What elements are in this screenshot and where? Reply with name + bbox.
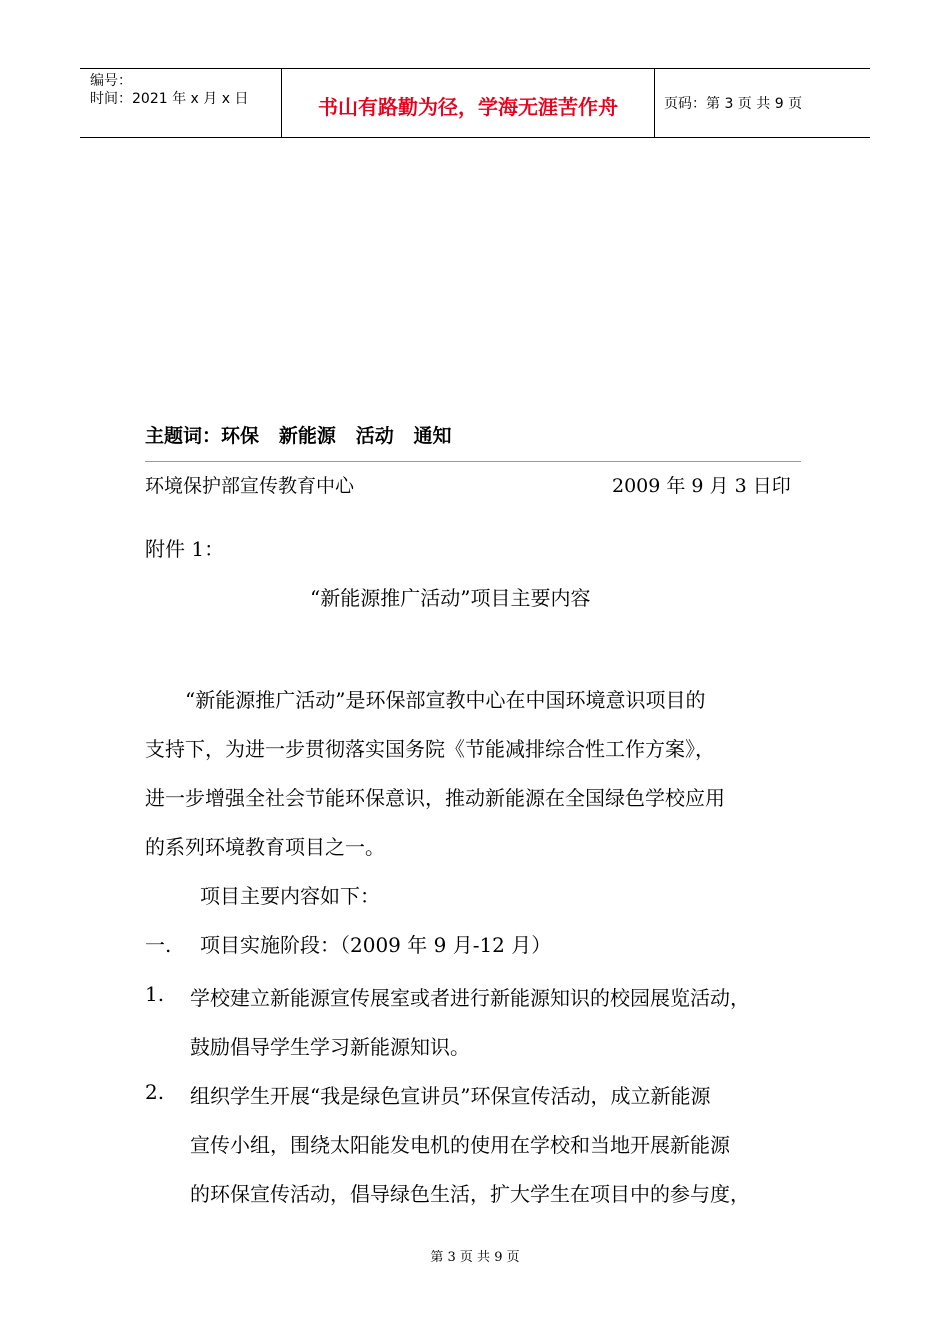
keywords-line: 主题词：环保 新能源 活动 通知 bbox=[145, 425, 452, 447]
item-line: 鼓励倡导学生学习新能源知识。 bbox=[190, 1035, 470, 1059]
time-label: 时间：2021 年 x 月 x 日 bbox=[90, 91, 249, 107]
item-number: 2. bbox=[145, 1080, 165, 1104]
paragraph-line: 的系列环境教育项目之一。 bbox=[145, 835, 385, 859]
paragraph-line: 进一步增强全社会节能环保意识，推动新能源在全国绿色学校应用 bbox=[145, 786, 725, 810]
keywords-divider bbox=[145, 461, 801, 462]
header-left-cell bbox=[80, 69, 280, 137]
item-line: 学校建立新能源宣传展室或者进行新能源知识的校园展览活动， bbox=[190, 986, 750, 1010]
section-title: 项目实施阶段：（2009 年 9 月-12 月） bbox=[200, 933, 552, 957]
item-line: 的环保宣传活动，倡导绿色生活，扩大学生在项目中的参与度， bbox=[190, 1182, 750, 1206]
page-footer: 第 3 页 共 9 页 bbox=[430, 1250, 520, 1265]
motto-text: 书山有路勤为径，学海无涯苦作舟 bbox=[318, 95, 618, 119]
item-line: 组织学生开展“我是绿色宣讲员”环保宣传活动，成立新能源 bbox=[190, 1084, 711, 1108]
intro-line: 项目主要内容如下： bbox=[200, 884, 380, 908]
attachment-label: 附件 1： bbox=[145, 537, 225, 561]
section-number: 一. bbox=[145, 933, 172, 957]
issuer-name: 环境保护部宣传教育中心 bbox=[145, 475, 355, 497]
paragraph-line: 支持下，为进一步贯彻落实国务院《节能减排综合性工作方案》， bbox=[145, 737, 715, 761]
print-date: 2009 年 9 月 3 日印 bbox=[612, 475, 791, 497]
header-motto-cell bbox=[281, 69, 655, 137]
item-number: 1. bbox=[145, 982, 165, 1006]
page-info: 页码：第 3 页 共 9 页 bbox=[664, 96, 803, 112]
paragraph-line: “新能源推广活动”是环保部宣教中心在中国环境意识项目的 bbox=[185, 688, 706, 712]
item-line: 宣传小组，围绕太阳能发电机的使用在学校和当地开展新能源 bbox=[190, 1133, 730, 1157]
number-label: 编号： bbox=[90, 73, 132, 89]
header-table bbox=[80, 68, 870, 138]
document-title: “新能源推广活动”项目主要内容 bbox=[310, 586, 591, 610]
